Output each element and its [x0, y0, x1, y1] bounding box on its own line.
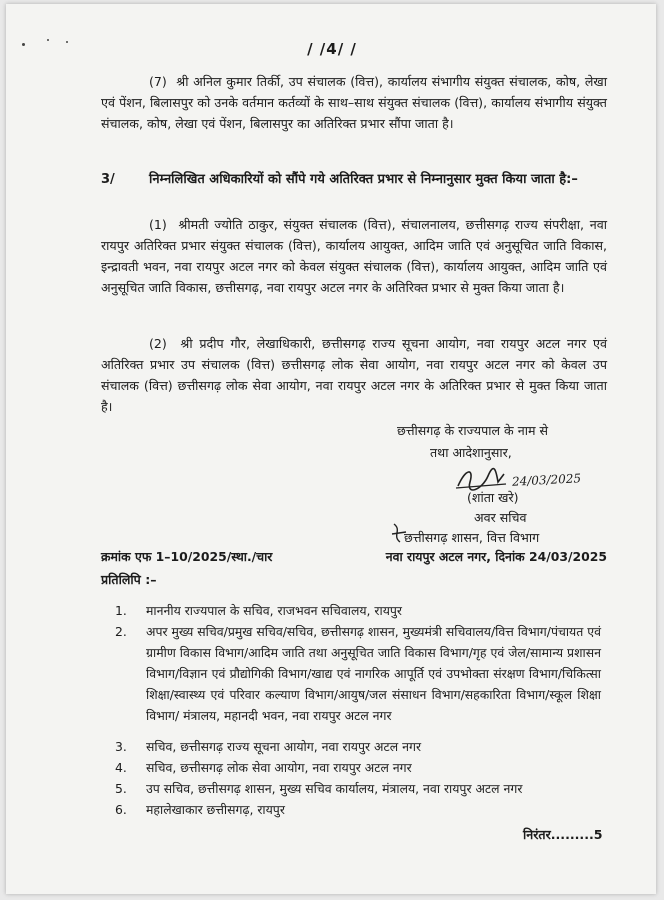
copy-to-label: प्रतिलिपि :–: [101, 572, 157, 587]
copy-list-text: सचिव, छत्तीसगढ़ लोक सेवा आयोग, नवा रायपुर अटल नगर: [146, 760, 412, 775]
copy-list-number: 1.: [115, 603, 127, 618]
paragraph-7-number: (7): [149, 74, 167, 89]
copy-list-number: 2.: [115, 624, 127, 639]
paragraph-3-2-text: श्री प्रदीप गौर, लेखाधिकारी, छत्तीसगढ़ राज्य सूचना आयोग, नवा रायपुर अटल नगर एवं अतिरिक्त प्रभार उप संचालक (वित्त) छत्तीसगढ़ लोक सेवा आयोग, नवा रायपुर अटल नगर को केवल उप संचालक (वित्त) छत्तीसगढ़ लोक सेवा आयोग, नवा रायपुर अटल नगर के अतिरिक्त प्रभार से मुक्त किया जाता है।: [101, 336, 607, 414]
copy-list-number: 6.: [115, 802, 127, 817]
copy-list-number: 4.: [115, 760, 127, 775]
reference-place-date: नवा रायपुर अटल नगर, दिनांक 24/03/2025: [385, 549, 607, 564]
copy-list-text: उप सचिव, छत्तीसगढ़ शासन, मुख्य सचिव कार्यालय, मंत्रालय, नवा रायपुर अटल नगर: [146, 781, 523, 796]
copy-list-text: अपर मुख्य सचिव/प्रमुख सचिव/सचिव, छत्तीसगढ़ शासन, मुख्यमंत्री सचिवालय/वित्त विभाग/पंचायत एवं ग्रामीण विकास विभाग/आदिम जाति तथा अनुसूचित जाति विकास विभाग/गृह एवं जेल/सामान्य प्रशासन विभाग/विज्ञान एवं प्रौद्योगिकी विभाग/खाद्य एवं नागरिक आपूर्ति एवं उपभोक्ता संरक्षण विभाग/चिकित्सा शिक्षा/स्वास्थ्य एवं परिवार कल्याण विभाग/आयुष/जल संसाधन विभाग/सहकारिता विभाग/स्कूल शिक्षा विभाग/ मंत्रालय, महानदी भवन, नवा रायपुर अटल नगर: [146, 624, 601, 723]
continued-marker: निरंतर.........5: [523, 827, 603, 842]
reference-number: क्रमांक एफ 1–10/2025/स्था./चार: [101, 549, 273, 564]
signatory-office: छत्तीसगढ़ शासन, वित्त विभाग: [404, 530, 540, 545]
paragraph-3-2: [101, 333, 607, 417]
paragraph-3-1: [101, 214, 607, 298]
paragraph-3-1-number: (1): [149, 217, 167, 232]
copy-list-number: 5.: [115, 781, 127, 796]
page-number: / /4/ /: [307, 40, 357, 58]
paragraph-3-1-text: श्रीमती ज्योति ठाकुर, संयुक्त संचालक (वित्त), संचालनालय, छत्तीसगढ़ राज्य संपरीक्षा, नवा रायपुर अतिरिक्त प्रभार संयुक्त संचालक (वित्त), कार्यालय आयुक्त, आदिम जाति एवं अनुसूचित जाति विकास, इन्द्रावती भवन, नवा रायपुर अटल नगर को केवल संयुक्त संचालक (वित्त), कार्यालय आयुक्त, आदिम जाति एवं अनुसूचित जाति विकास, छत्तीसगढ़, नवा रायपुर अटल नगर के अतिरिक्त प्रभार से मुक्त किया जाता है।: [101, 217, 607, 295]
signature-order-line-1: छत्तीसगढ़ के राज्यपाल के नाम से: [397, 423, 549, 438]
signature-order-line-2: तथा आदेशानुसार,: [430, 445, 512, 460]
section-3-number: 3/: [101, 172, 115, 187]
copy-list-text: माननीय राज्यपाल के सचिव, राजभवन सचिवालय, रायपुर: [146, 603, 402, 618]
section-3-heading: निम्नलिखित अधिकारियों को सौंपे गये अतिरिक्त प्रभार से निम्नानुसार मुक्त किया जाता है:–: [149, 172, 578, 187]
copy-list-number: 3.: [115, 739, 127, 754]
paragraph-3-2-number: (2): [149, 336, 167, 351]
signatory-designation: अवर सचिव: [474, 510, 527, 525]
copy-list-text: महालेखाकार छत्तीसगढ़, रायपुर: [146, 802, 285, 817]
signatory-name: (शांता खरे): [467, 490, 519, 505]
handwritten-date: 24/03/2025: [511, 471, 582, 489]
copy-list-text: सचिव, छत्तीसगढ़ राज्य सूचना आयोग, नवा रायपुर अटल नगर: [146, 739, 422, 754]
paragraph-7: [101, 71, 607, 134]
paragraph-7-text: श्री अनिल कुमार तिर्की, उप संचालक (वित्त), कार्यालय संभागीय संयुक्त संचालक, कोष, लेखा एवं पेंशन, बिलासपुर को उनके वर्तमान कर्तव्यों के साथ–साथ संयुक्त संचालक (वित्त), कार्यालय संभागीय संयुक्त संचालक, कोष, लेखा एवं पेंशन, बिलासपुर का अतिरिक्त प्रभार सौंपा जाता है।: [101, 74, 607, 131]
